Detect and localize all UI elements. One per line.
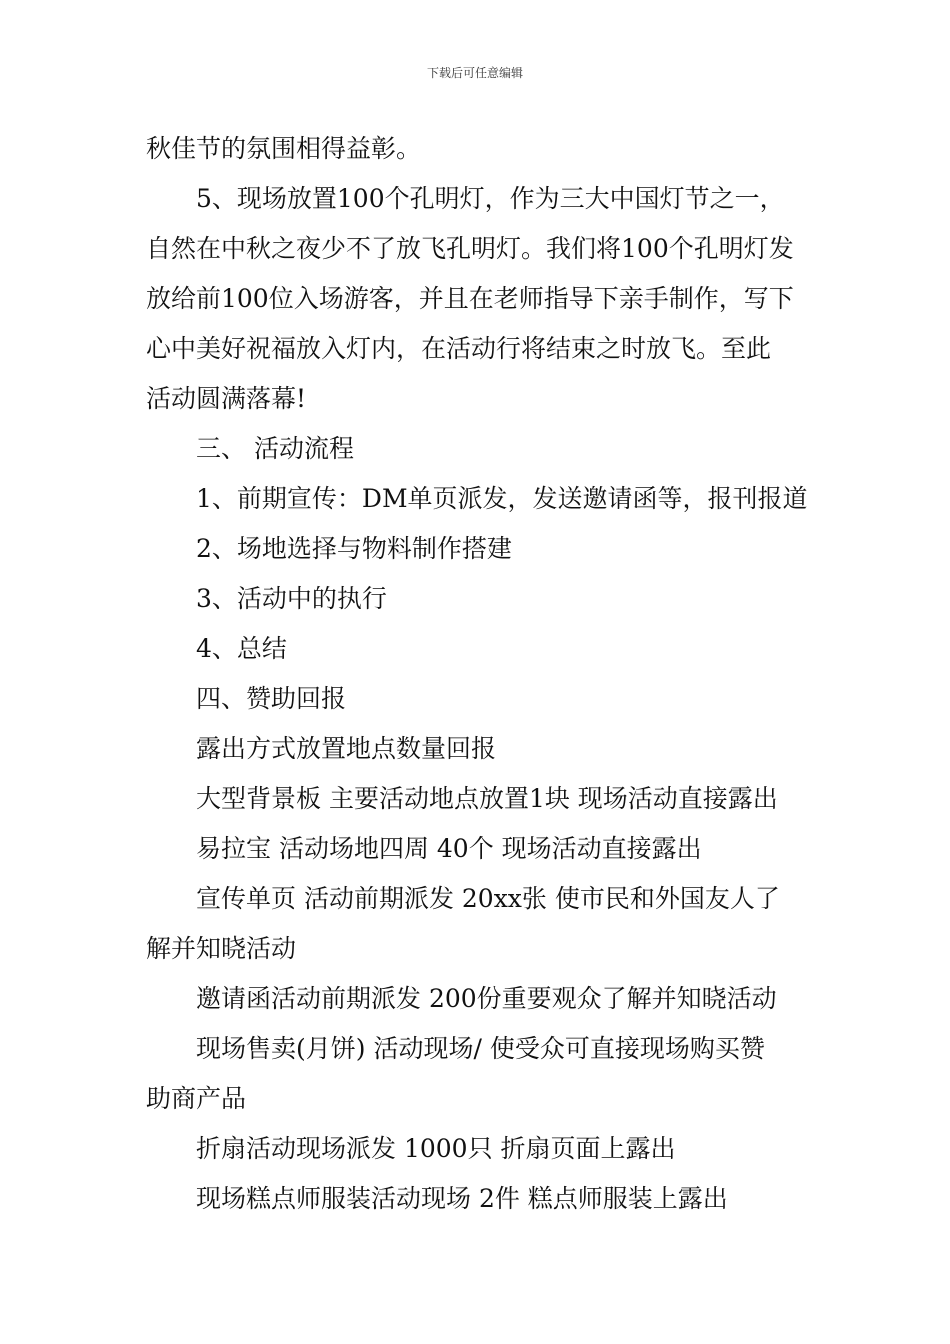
document-body <box>146 124 810 1224</box>
paragraph-line: 5、现场放置100个孔明灯，作为三大中国灯节之一， <box>196 184 785 213</box>
paragraph-line: 露出方式放置地点数量回报 <box>196 734 497 763</box>
paragraph-line: 秋佳节的氛围相得益彰。 <box>146 134 422 163</box>
paragraph-line: 现场售卖(月饼) 活动现场/ 使受众可直接现场购买赞 <box>196 1034 765 1063</box>
paragraph-line: 4、总结 <box>196 634 287 663</box>
paragraph-line: 三、 活动流程 <box>196 434 354 463</box>
paragraph-line: 易拉宝 活动场地四周 40个 现场活动直接露出 <box>196 834 702 863</box>
paragraph-line: 1、前期宣传：DM单页派发，发送邀请函等，报刊报道 <box>196 484 808 513</box>
paragraph-line: 大型背景板 主要活动地点放置1块 现场活动直接露出 <box>196 784 778 813</box>
paragraph-line: 邀请函活动前期派发 200份重要观众了解并知晓活动 <box>196 984 777 1013</box>
paragraph-line: 折扇活动现场派发 1000只 折扇页面上露出 <box>196 1134 676 1163</box>
paragraph-line: 助商产品 <box>146 1084 247 1113</box>
paragraph-line: 活动圆满落幕! <box>146 384 307 413</box>
paragraph-line: 现场糕点师服装活动现场 2件 糕点师服装上露出 <box>196 1184 728 1213</box>
paragraph-line: 解并知晓活动 <box>146 934 297 963</box>
paragraph-line: 宣传单页 活动前期派发 20xx张 使市民和外国友人了 <box>196 884 780 913</box>
paragraph-line: 四、赞助回报 <box>196 684 347 713</box>
paragraph-line: 心中美好祝福放入灯内，在活动行将结束之时放飞。至此 <box>146 334 772 363</box>
paragraph-line: 自然在中秋之夜少不了放飞孔明灯。我们将100个孔明灯发 <box>146 234 794 263</box>
paragraph-line: 3、活动中的执行 <box>196 584 387 613</box>
paragraph-line: 2、场地选择与物料制作搭建 <box>196 534 512 563</box>
page-header: 下载后可任意编辑 <box>426 66 523 80</box>
paragraph-line: 放给前100位入场游客，并且在老师指导下亲手制作，写下 <box>146 284 794 313</box>
